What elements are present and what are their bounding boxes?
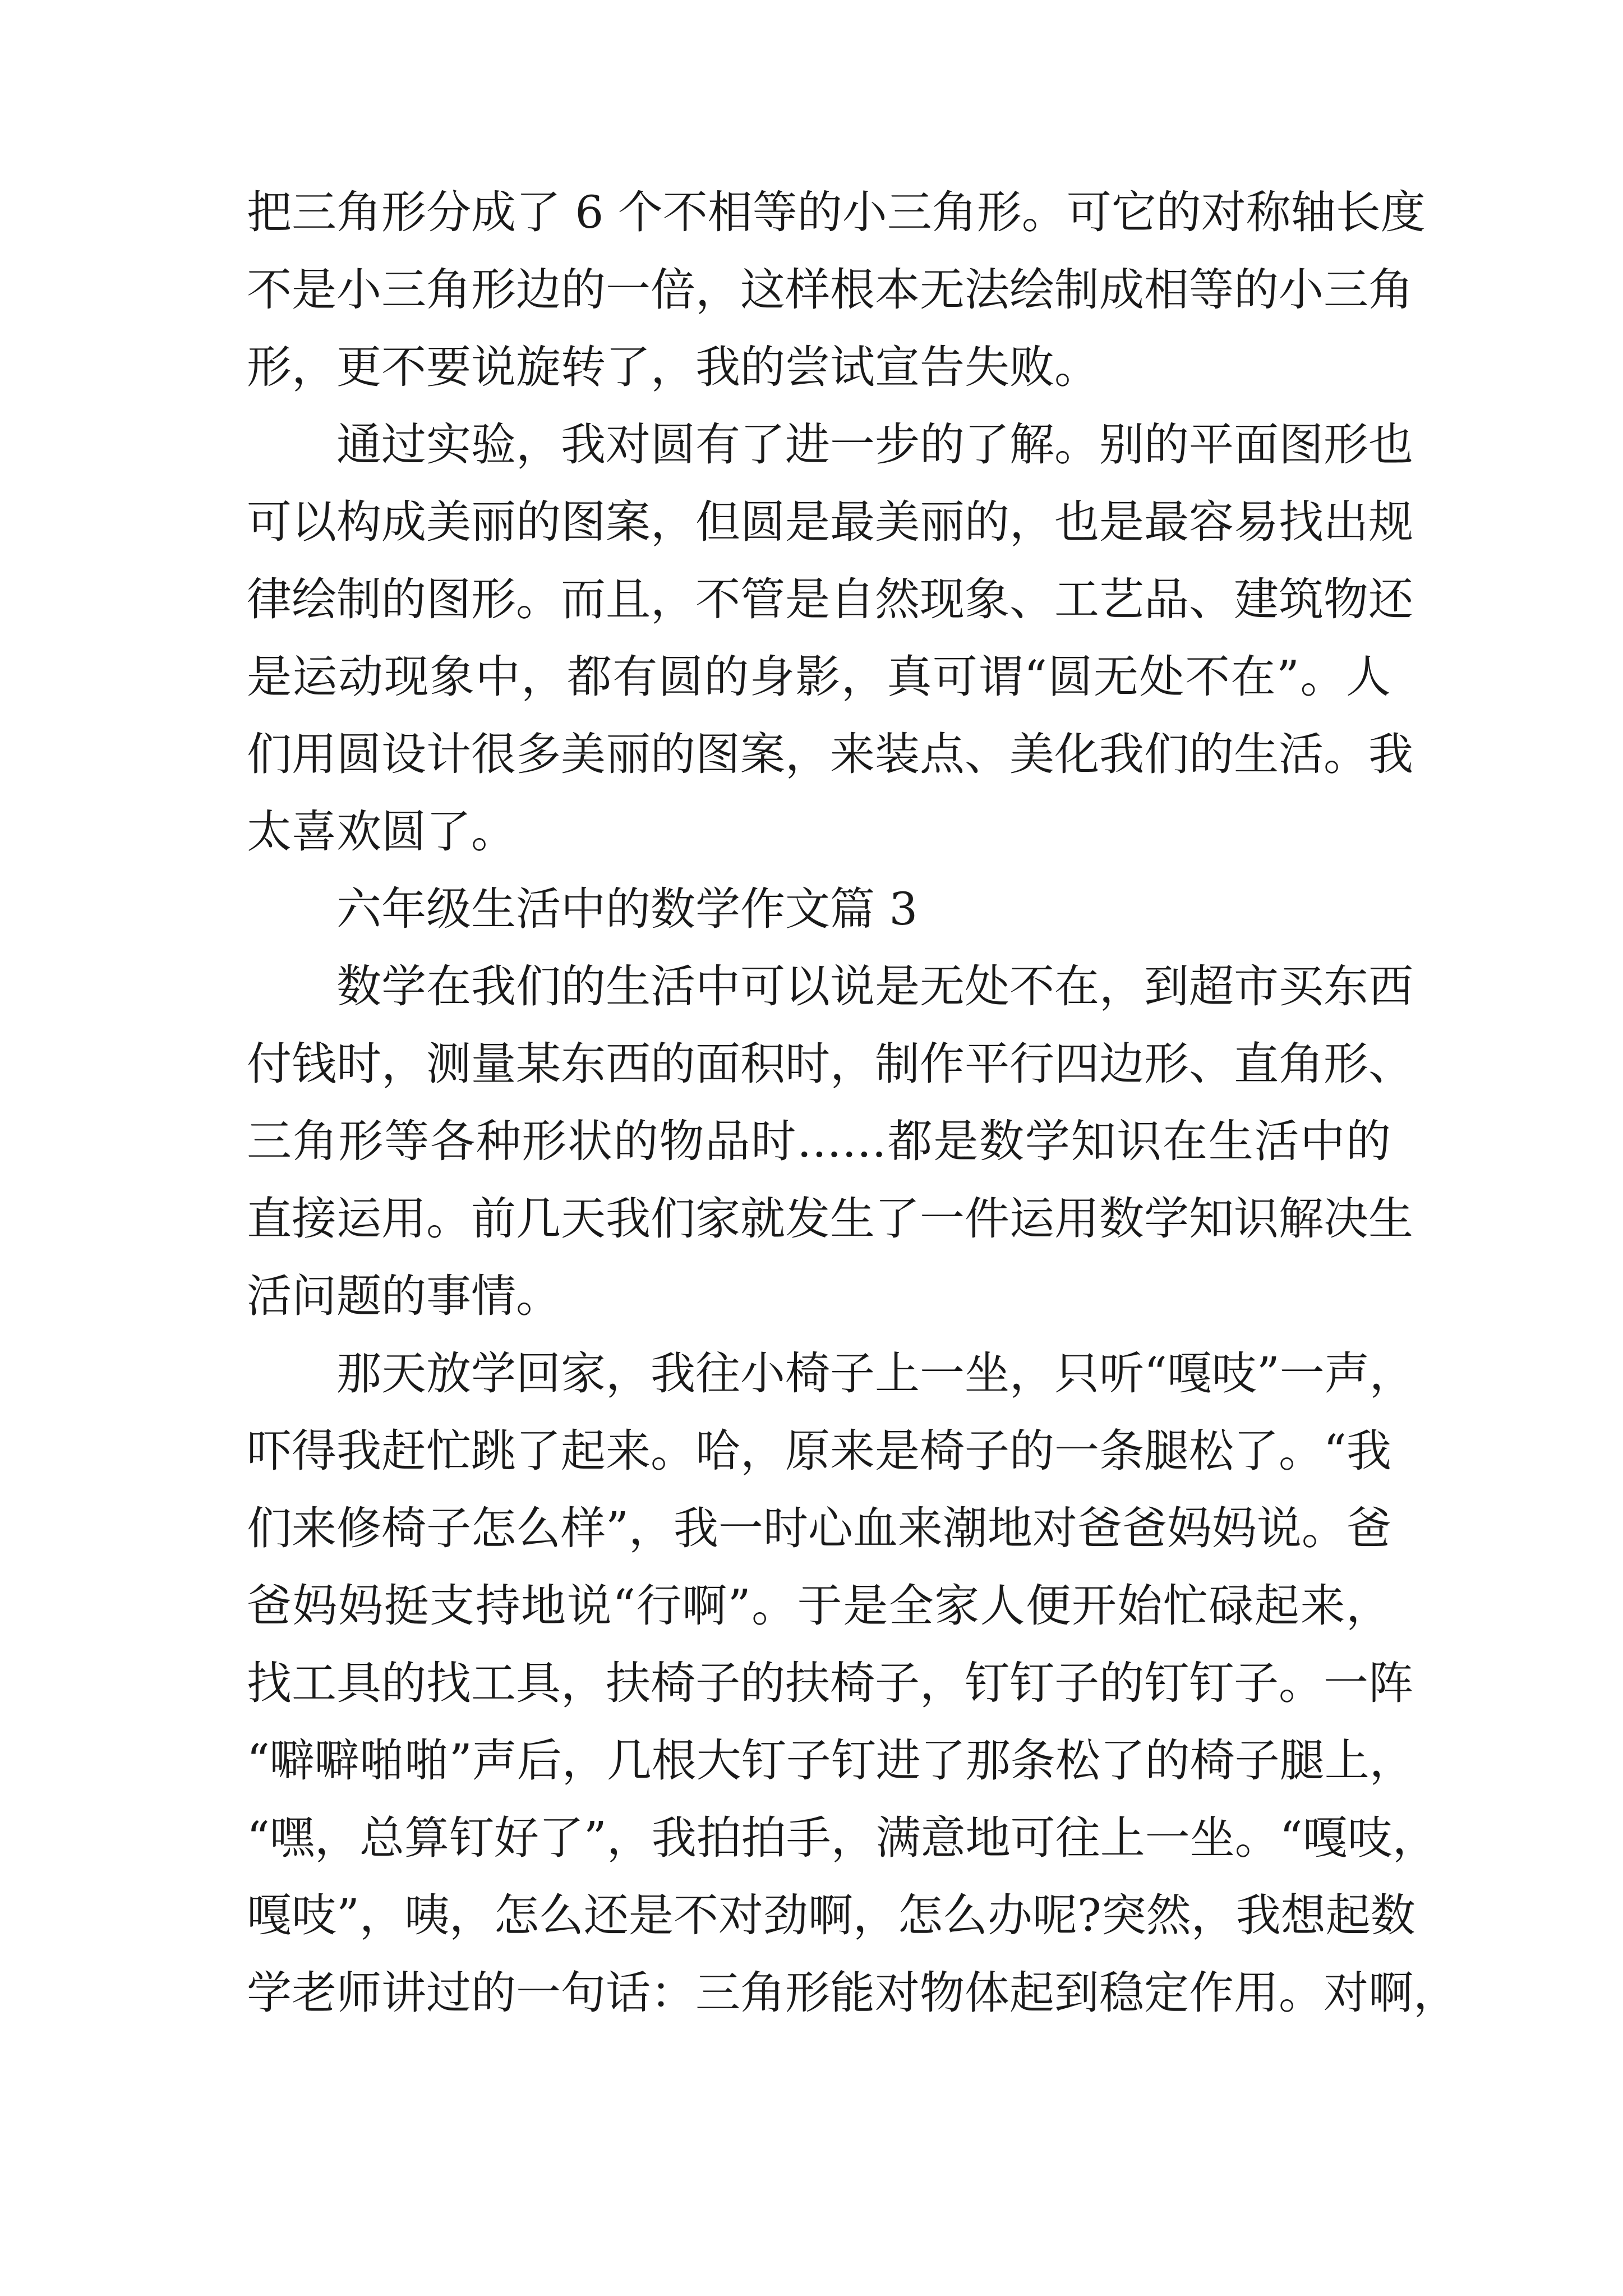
text-line: 吓得我赶忙跳了起来。哈，原来是椅子的一条腿松了。“我: [247, 1425, 1391, 1477]
text-line: 嘎吱”，咦，怎么还是不对劲啊，怎么办呢?突然，我想起数: [247, 1889, 1415, 1941]
text-line: 把三角形分成了 6 个不相等的小三角形。可它的对称轴长度: [247, 186, 1426, 238]
text-line: “嘿，总算钉好了”，我拍拍手，满意地可往上一坐。“嘎吱，: [247, 1812, 1437, 1864]
text-line: 是运动现象中，都有圆的身影，真可谓“圆无处不在”。人: [247, 651, 1391, 703]
text-line: 们来修椅子怎么样”，我一时心血来潮地对爸爸妈妈说。爸: [247, 1502, 1391, 1554]
paragraph-start-line: 数学在我们的生活中可以说是无处不在，到超市买东西: [336, 960, 1413, 1013]
document-body: [247, 174, 1458, 2032]
text-line: 太喜欢圆了。: [247, 806, 516, 858]
text-line: 律绘制的图形。而且，不管是自然现象、工艺品、建筑物还: [247, 573, 1413, 625]
text-line: 找工具的找工具，扶椅子的扶椅子，钉钉子的钉钉子。一阵: [247, 1657, 1413, 1709]
text-line: 直接运用。前几天我们家就发生了一件运用数学知识解决生: [247, 1193, 1413, 1245]
text-line: 们用圆设计很多美丽的图案，来装点、美化我们的生活。我: [247, 728, 1413, 780]
text-line: 可以构成美丽的图案，但圆是最美丽的，也是最容易找出规: [247, 496, 1413, 548]
text-line: 不是小三角形边的一倍，这样根本无法绘制成相等的小三角: [247, 264, 1413, 316]
text-line: 爸妈妈挺支持地说“行啊”。于是全家人便开始忙碌起来，: [247, 1580, 1391, 1632]
text-line: 付钱时，测量某东西的面积时，制作平行四边形、直角形、: [247, 1038, 1413, 1090]
paragraph-start-line: 通过实验，我对圆有了进一步的了解。别的平面图形也: [336, 418, 1413, 471]
text-line: 形，更不要说旋转了，我的尝试宣告失败。: [247, 341, 1099, 393]
text-line: “噼噼啪啪”声后，几根大钉子钉进了那条松了的椅子腿上，: [247, 1734, 1414, 1787]
text-line: 三角形等各种形状的物品时……都是数学知识在生活中的: [247, 1115, 1391, 1167]
paragraph-start-line: 那天放学回家，我往小椅子上一坐，只听“嘎吱”一声，: [336, 1347, 1414, 1400]
section-heading: 六年级生活中的数学作文篇 3: [336, 883, 918, 935]
text-line: 学老师讲过的一句话：三角形能对物体起到稳定作用。对啊，: [247, 1967, 1458, 2019]
text-line: 活问题的事情。: [247, 1270, 561, 1322]
